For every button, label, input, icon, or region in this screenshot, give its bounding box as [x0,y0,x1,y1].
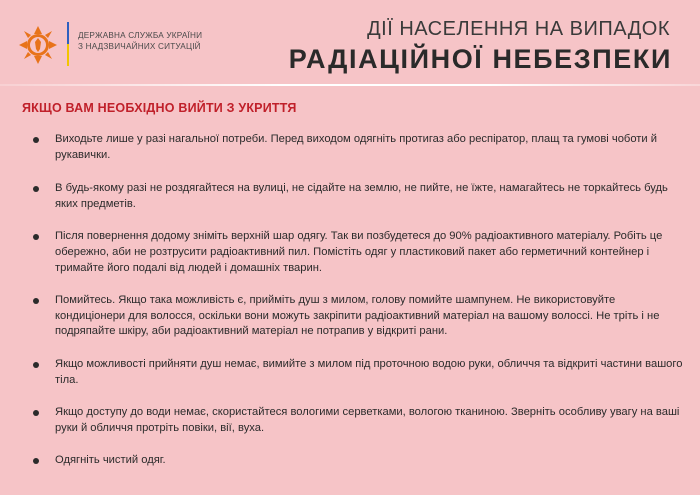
bullet-icon [33,234,39,240]
dsns-emblem-icon [18,25,58,65]
bullet-icon [33,362,39,368]
list-item [30,405,685,436]
list-item-text: Якщо доступу до води немає, скористайтеся вологими серветками, вологою тканиною. Зверніть особливу увагу на ваші руки й обличчя протріть повіки, вії, вуха. [55,406,680,434]
list-item-text: Виходьте лише у разі нагальної потреби. Перед виходом одягніть протигаз або респіратор, плащ та гумові чоботи й рукавички. [55,133,658,161]
logo-divider [67,22,69,66]
list-item [30,181,685,212]
list-item-text: Після повернення додому зніміть верхній шар одягу. Так ви позбудетеся до 90% радіоактивного матеріалу. Робіть це обережно, аби не розтрусити радіоактивний пил. Помістіть одяг у пластиковий пакет або герметичний контейнер і тримайте його подалі від людей і домашніх тварин. [55,230,663,274]
bullet-icon [33,137,39,143]
agency-line-2: З НАДЗВИЧАЙНИХ СИТУАЦІЙ [78,42,201,51]
bullet-icon [33,410,39,416]
header-divider [0,84,700,86]
list-item-text: Помийтесь. Якщо така можливість є, прийміть душ з милом, голову помийте шампунем. Не використовуйте кондиціонери для волосся, оскільки вони можуть закріпити радіоактивний матеріал на вашому волоссі. Не тріть і не подряпайте шкіру, аби радіоактивний матеріал не потрапив у відкриті рани. [55,294,660,338]
bullet-icon [33,186,39,192]
list-item [30,357,685,388]
list-item [30,293,685,340]
bullet-icon [33,298,39,304]
page-title-line-2: РАДІАЦІЙНОЇ НЕБЕЗПЕКИ [288,44,672,74]
bullet-icon [33,458,39,464]
section-heading: ЯКЩО ВАМ НЕОБХІДНО ВИЙТИ З УКРИТТЯ [22,101,297,115]
agency-name [78,30,238,52]
list-item [30,229,685,276]
list-item [30,132,685,163]
list-item-text: Одягніть чистий одяг. [55,454,166,467]
list-item-text: В будь-якому разі не роздягайтеся на вулиці, не сідайте на землю, не пийте, не їжте, намагайтесь не торкайтесь будь яких предметів. [55,182,668,210]
agency-line-1: ДЕРЖАВНА СЛУЖБА УКРАЇНИ [78,31,203,40]
list-item [30,453,685,469]
header [0,0,700,86]
page-title-line-1: ДІЇ НАСЕЛЕННЯ НА ВИПАДОК [367,18,670,40]
instruction-list [30,132,685,469]
list-item-text: Якщо можливості прийняти душ немає, вимийте з милом під проточною водою руки, обличчя та відкриті частини вашого тіла. [55,357,683,386]
